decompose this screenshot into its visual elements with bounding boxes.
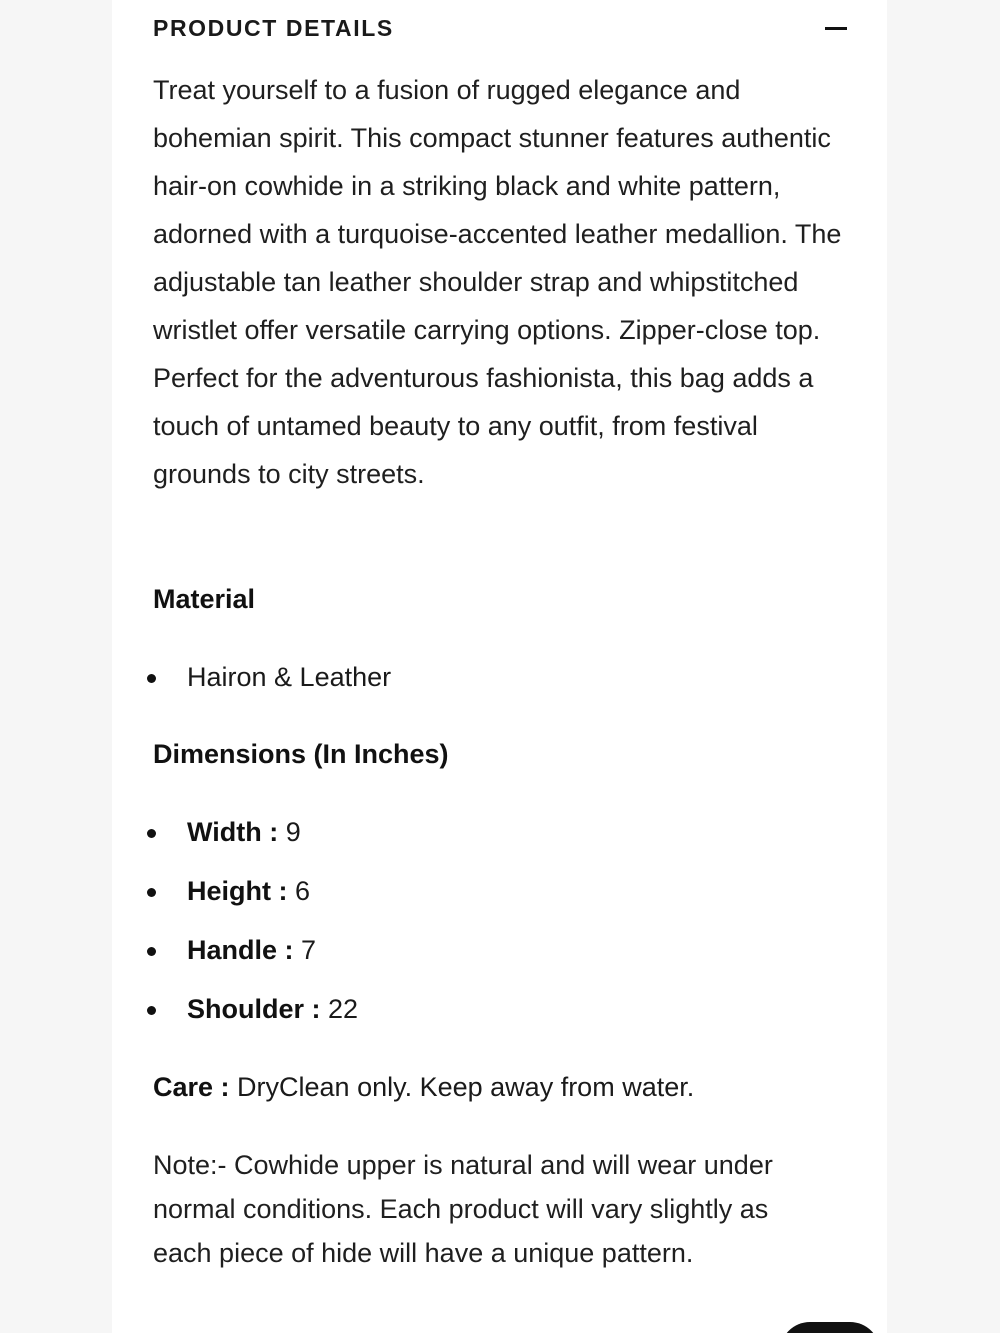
- minus-icon[interactable]: [825, 27, 847, 30]
- care-label: Care :: [153, 1072, 230, 1102]
- product-description: Treat yourself to a fusion of rugged elegance and bohemian spirit. This compact stunner features authentic hair-on cowhide in a striking black and white pattern, adorned with a turquoise-accented leather medallion. The adjustable tan leather shoulder strap and whipstitched wristlet offer versatile carrying options. Zipper-close top. Perfect for the adventurous fashionista, this bag adds a touch of untamed beauty to any outfit, from festival grounds to city streets.: [153, 75, 842, 489]
- material-heading: Material: [153, 584, 256, 614]
- dimension-value: 9: [278, 817, 301, 847]
- accordion-title: PRODUCT DETAILS: [153, 15, 394, 41]
- list-item: [143, 816, 358, 875]
- list-item: [143, 661, 391, 720]
- bullet-icon: [147, 947, 156, 956]
- bullet-icon: [147, 829, 156, 838]
- bullet-icon: [147, 1006, 156, 1015]
- list-item: [143, 993, 358, 1052]
- dimensions-heading: Dimensions (In Inches): [153, 739, 449, 769]
- dimension-value: 22: [320, 994, 359, 1024]
- bullet-icon: [147, 674, 156, 683]
- list-item: [143, 875, 358, 934]
- product-note: Note:- Cowhide upper is natural and will wear under normal conditions. Each product will vary slightly as each piece of hide will have a unique pattern.: [153, 1150, 773, 1268]
- dimension-value: 6: [287, 876, 311, 906]
- list-item: [143, 934, 358, 993]
- dimensions-list: [143, 816, 358, 1052]
- dimension-label: Handle :: [187, 935, 294, 965]
- product-details-accordion-header[interactable]: [153, 12, 853, 46]
- dimension-label: Shoulder :: [187, 994, 321, 1024]
- care-value: DryClean only. Keep away from water.: [229, 1072, 695, 1102]
- dimension-label: Width :: [187, 817, 279, 847]
- material-value: Hairon & Leather: [187, 662, 392, 692]
- material-list: [143, 661, 391, 720]
- dimension-value: 7: [293, 935, 317, 965]
- dimension-label: Height :: [187, 876, 288, 906]
- bullet-icon: [147, 888, 156, 897]
- care-instructions: [153, 1072, 694, 1103]
